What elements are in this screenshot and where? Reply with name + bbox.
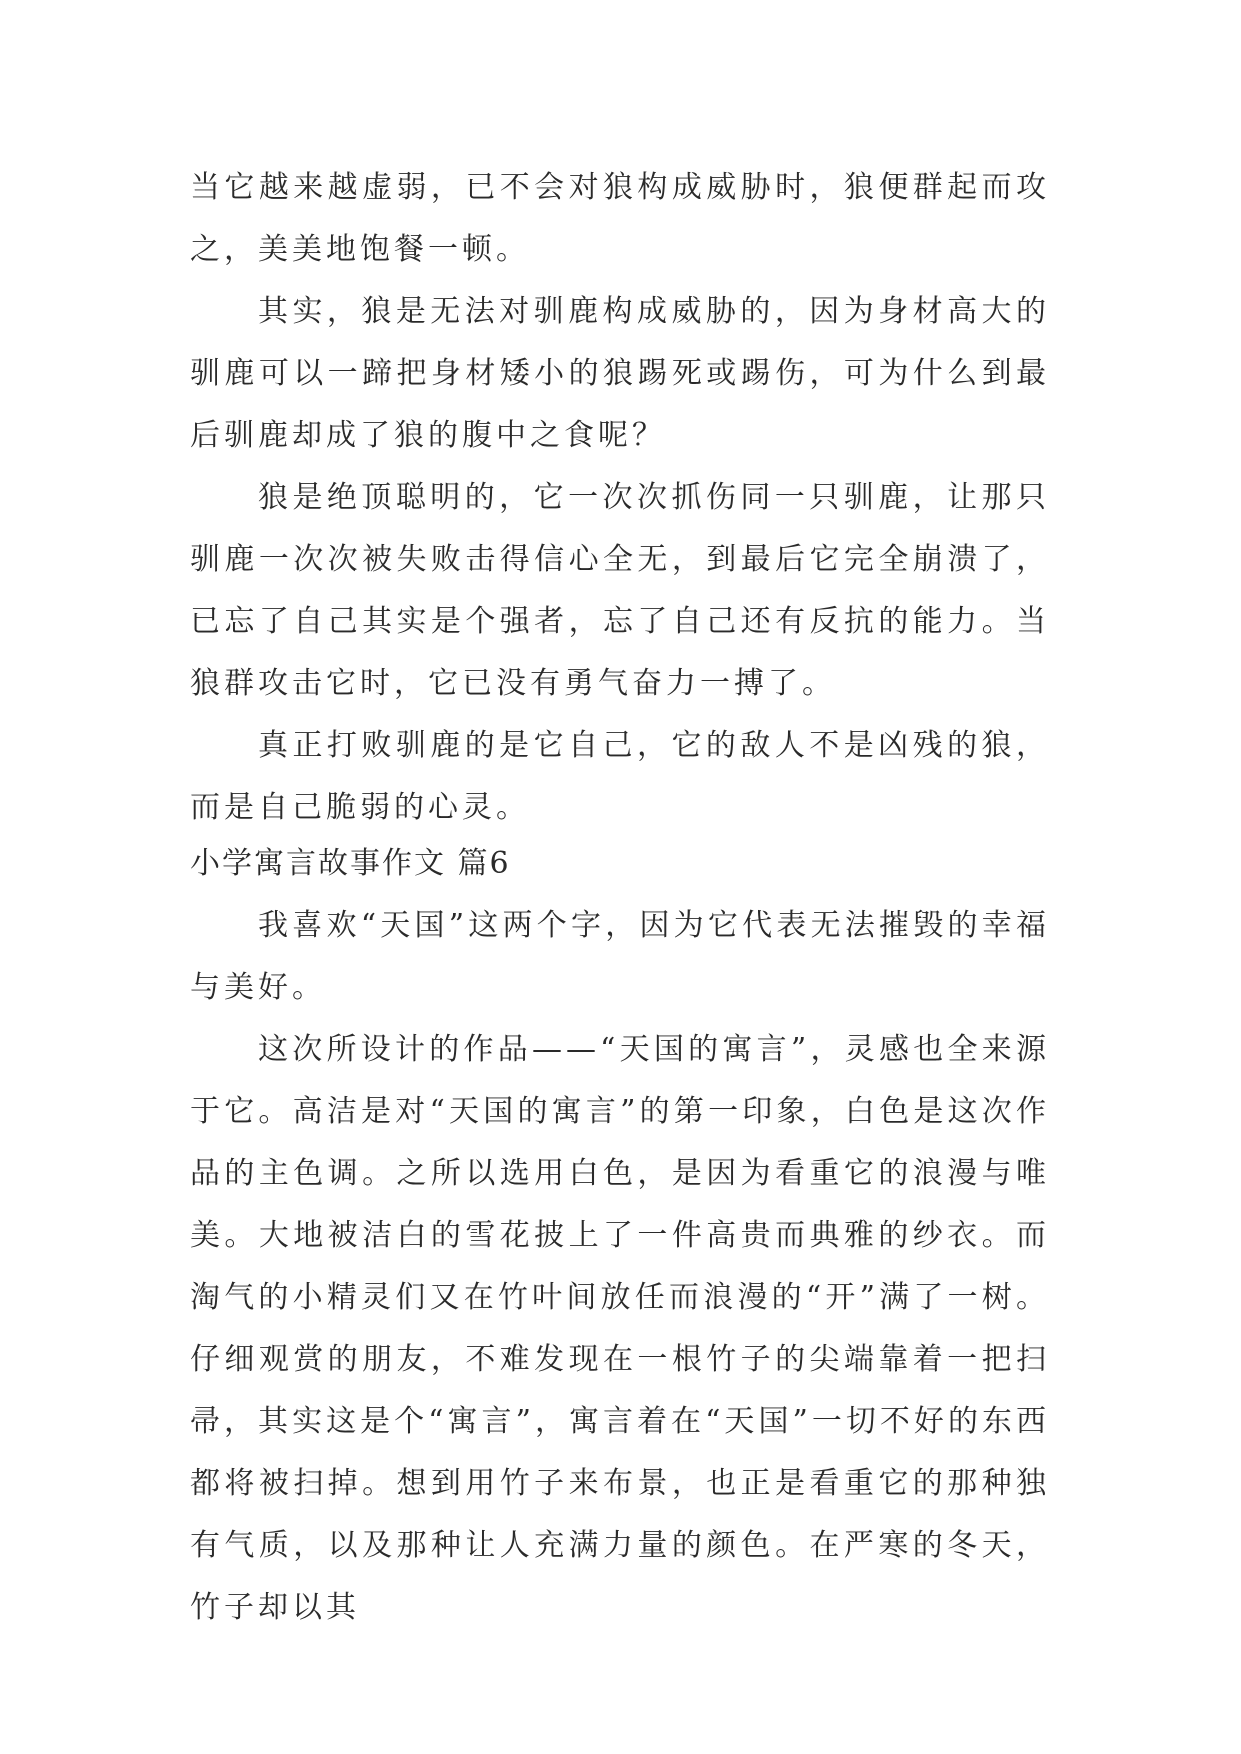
paragraph: 真正打败驯鹿的是它自己，它的敌人不是凶残的狼，而是自己脆弱的心灵。 [190, 728, 1050, 825]
story-section-6 [190, 833, 1050, 1639]
previous-story-section [190, 157, 1050, 839]
paragraph: 其实，狼是无法对驯鹿构成威胁的，因为身材高大的驯鹿可以一蹄把身材矮小的狼踢死或踢伤，可为什么到最后驯鹿却成了狼的腹中之食呢？ [190, 294, 1050, 453]
section-heading: 小学寓言故事作文 篇6 [190, 846, 511, 881]
paragraph: 这次所设计的作品——“天国的寓言”，灵感也全来源于它。高洁是对“天国的寓言”的第一印象，白色是这次作品的主色调。之所以选用白色，是因为看重它的浪漫与唯美。大地被洁白的雪花披上了一件高贵而典雅的纱衣。而淘气的小精灵们又在竹叶间放任而浪漫的“开”满了一树。仔细观赏的朋友，不难发现在一根竹子的尖端靠着一把扫帚，其实这是个“寓言”，寓言着在“天国”一切不好的东西都将被扫掉。想到用竹子来布景，也正是看重它的那种独有气质，以及那种让人充满力量的颜色。在严寒的冬天，竹子却以其 [190, 1032, 1050, 1625]
paragraph: 狼是绝顶聪明的，它一次次抓伤同一只驯鹿，让那只驯鹿一次次被失败击得信心全无，到最后它完全崩溃了，已忘了自己其实是个强者，忘了自己还有反抗的能力。当狼群攻击它时，它已没有勇气奋力一搏了。 [190, 480, 1050, 701]
paragraph: 我喜欢“天国”这两个字，因为它代表无法摧毁的幸福与美好。 [190, 908, 1050, 1005]
paragraph: 当它越来越虚弱，已不会对狼构成威胁时，狼便群起而攻之，美美地饱餐一顿。 [190, 170, 1050, 267]
